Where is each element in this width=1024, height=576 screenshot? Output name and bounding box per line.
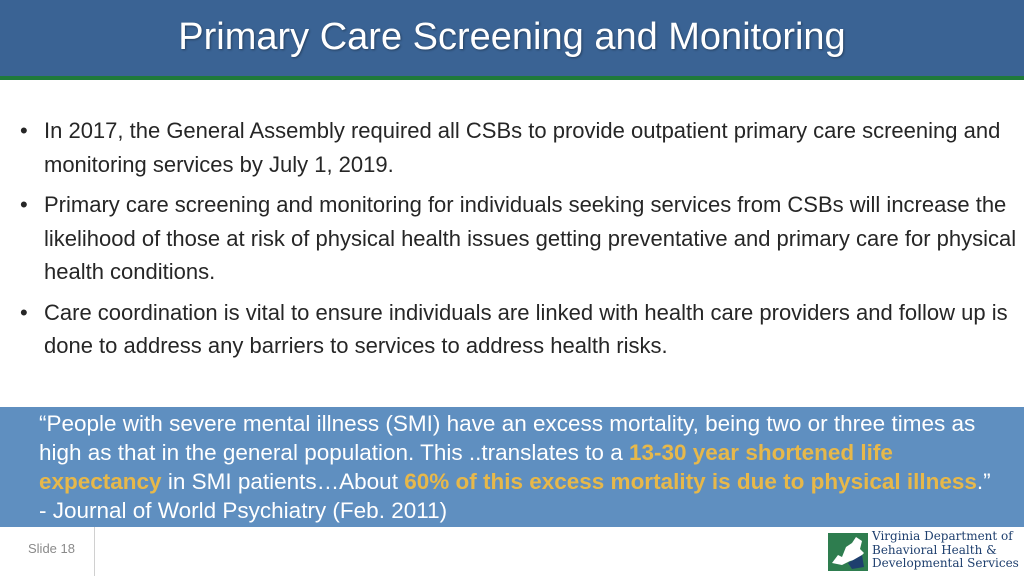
bullet-item: • In 2017, the General Assembly required all CSBs to provide outpatient primary care screening and monitoring services by July 1, 2019. — [18, 114, 1018, 181]
quote-part-1: “People with severe mental illness (SMI) have an excess mortality, being two or three times as high as that in the general population. This ..translates to a — [39, 411, 976, 465]
title-accent-line — [0, 76, 1024, 80]
slide-number: Slide 18 — [28, 541, 75, 556]
logo-text — [872, 530, 1022, 571]
logo-line: Developmental Services — [872, 556, 1019, 570]
quote-box — [0, 407, 1024, 527]
logo-line: Virginia Department of — [872, 529, 1013, 543]
logo-line: Behavioral Health & — [872, 542, 997, 557]
title-bar — [0, 0, 1024, 78]
virginia-map-icon — [828, 533, 868, 571]
quote-part-2: in SMI patients…About — [161, 469, 405, 494]
bullet-list — [18, 114, 1018, 370]
slide-title: Primary Care Screening and Monitoring — [178, 16, 846, 58]
bullet-item: • Care coordination is vital to ensure individuals are linked with health care providers and follow up is done to address any barriers to services to address health risks. — [18, 296, 1018, 363]
dbhds-logo — [828, 530, 1020, 574]
quote-highlight-2: 60% of this excess mortality is due to physical illness — [404, 469, 977, 494]
footer-divider — [94, 527, 95, 576]
quote-highlight-1: 13-30 year shortened life expectancy — [39, 440, 893, 494]
quote-text — [39, 409, 999, 525]
quote-part-3: .” - Journal of World Psychiatry (Feb. 2011) — [39, 469, 991, 523]
bullet-item: • Primary care screening and monitoring for individuals seeking services from CSBs will increase the likelihood of those at risk of physical health issues getting preventative and primary care for physical health conditions. — [18, 188, 1018, 289]
